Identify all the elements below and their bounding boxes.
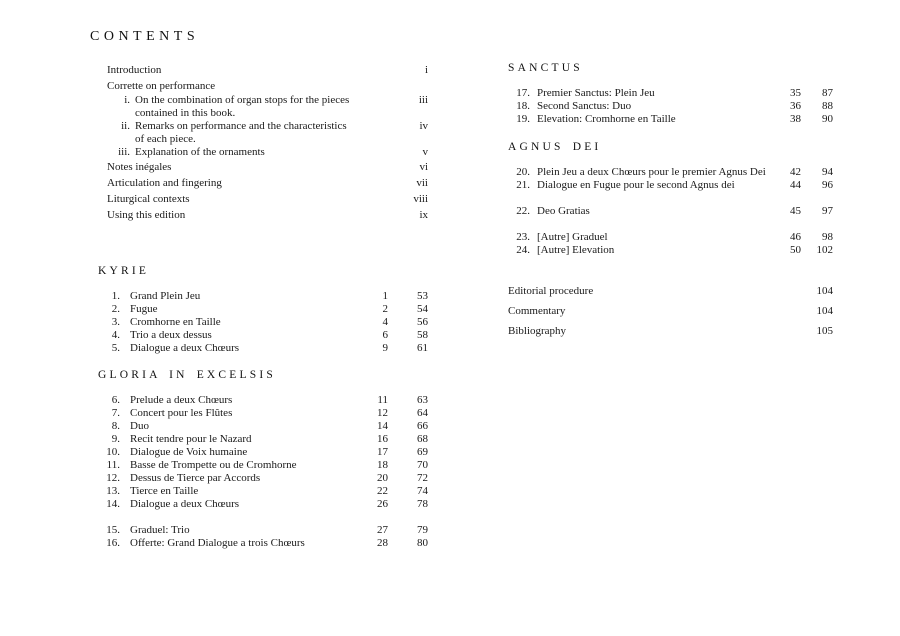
toc-subentry-label: Explanation of the ornaments xyxy=(135,146,265,158)
toc-entry-page: 66 xyxy=(417,420,428,432)
toc-entry-number: 16. xyxy=(106,537,120,549)
toc-entry-number: 4. xyxy=(111,329,120,341)
toc-entry xyxy=(508,113,833,126)
toc-entry-number: 24. xyxy=(516,244,530,256)
toc-entry-score-page: 16 xyxy=(377,433,388,445)
toc-entry-page: 78 xyxy=(417,498,428,510)
toc-entry xyxy=(98,459,428,472)
toc-entry-page: 104 xyxy=(816,285,833,297)
toc-entry-score-page: 42 xyxy=(790,166,801,178)
toc-entry-label: Liturgical contexts xyxy=(107,193,190,205)
gloria-items xyxy=(98,394,428,511)
toc-entry-number: 11. xyxy=(106,459,120,471)
toc-entry-articulation xyxy=(98,175,428,191)
toc-entry xyxy=(98,316,428,329)
toc-subentry xyxy=(98,146,428,159)
toc-subentry-label: On the combination of organ stops for the pieces contained in this book. xyxy=(135,94,350,119)
toc-entry-page: vii xyxy=(416,177,428,189)
toc-entry-score-page: 45 xyxy=(790,205,801,217)
toc-entry-page: vi xyxy=(419,161,428,173)
toc-entry xyxy=(98,472,428,485)
toc-entry-page: 72 xyxy=(417,472,428,484)
toc-entry-page: 94 xyxy=(822,166,833,178)
toc-entry-label: Articulation and fingering xyxy=(107,177,222,189)
toc-entry-title: Dessus de Tierce par Accords xyxy=(130,472,261,484)
toc-entry xyxy=(98,394,428,407)
toc-entry-title: Dialogue a deux Chœurs xyxy=(130,498,240,510)
toc-entry-page: 79 xyxy=(417,524,428,536)
toc-entry-notes-inegales xyxy=(98,159,428,175)
toc-subentry-page: iv xyxy=(419,120,428,132)
toc-entry-corrette xyxy=(98,78,428,94)
toc-entry xyxy=(508,244,833,257)
toc-entry-number: 15. xyxy=(106,524,120,536)
toc-entry-page: 61 xyxy=(417,342,428,354)
toc-entry-score-page: 2 xyxy=(382,303,388,315)
gloria-extra-items xyxy=(98,524,428,550)
toc-entry-introduction xyxy=(98,62,428,78)
toc-entry-score-page: 20 xyxy=(377,472,388,484)
toc-entry xyxy=(98,446,428,459)
section-heading-agnus-dei: AGNUS DEI xyxy=(508,141,602,153)
toc-entry-title: Grand Plein Jeu xyxy=(130,290,201,302)
toc-entry-title: Concert pour les Flûtes xyxy=(130,407,233,419)
toc-entry-title: Elevation: Cromhorne en Taille xyxy=(537,113,676,125)
toc-entry-score-page: 22 xyxy=(377,485,388,497)
toc-entry-score-page: 18 xyxy=(377,459,388,471)
toc-entry-number: 21. xyxy=(516,179,530,191)
toc-entry-label: Notes inégales xyxy=(107,161,172,173)
toc-entry-label: Commentary xyxy=(508,305,566,317)
right-column xyxy=(508,62,833,345)
kyrie-items xyxy=(98,290,428,355)
toc-entry-number: 12. xyxy=(106,472,120,484)
toc-entry-commentary xyxy=(508,305,833,318)
toc-entry-number: 2. xyxy=(111,303,120,315)
toc-entry-page: 102 xyxy=(816,244,833,256)
section-heading-kyrie: KYRIE xyxy=(98,265,150,277)
toc-entry-label: Editorial procedure xyxy=(508,285,594,297)
toc-entry-page: 53 xyxy=(417,290,428,302)
toc-entry xyxy=(508,179,833,192)
toc-entry xyxy=(98,498,428,511)
toc-entry-title: [Autre] Graduel xyxy=(537,231,608,243)
toc-entry-title: Premier Sanctus: Plein Jeu xyxy=(537,87,655,99)
toc-subentry xyxy=(98,120,428,146)
toc-entry-score-page: 27 xyxy=(377,524,388,536)
toc-entry-bibliography xyxy=(508,325,833,338)
page-title: CONTENTS xyxy=(90,29,200,44)
toc-entry-page: 64 xyxy=(417,407,428,419)
toc-entry-title: Recit tendre pour le Nazard xyxy=(130,433,252,445)
back-matter xyxy=(508,285,833,338)
toc-entry-page: 68 xyxy=(417,433,428,445)
toc-entry-title: Graduel: Trio xyxy=(130,524,190,536)
toc-entry-page: i xyxy=(424,64,428,76)
left-column xyxy=(98,62,428,550)
toc-entry-editorial-procedure xyxy=(508,285,833,298)
toc-entry-number: 7. xyxy=(111,407,120,419)
toc-entry-score-page: 12 xyxy=(377,407,388,419)
toc-entry-number: 23. xyxy=(516,231,530,243)
toc-entry xyxy=(508,166,833,179)
toc-entry-title: Basse de Trompette ou de Cromhorne xyxy=(130,459,297,471)
toc-entry-number: 5. xyxy=(111,342,120,354)
sanctus-items xyxy=(508,87,833,126)
toc-entry-number: 17. xyxy=(516,87,530,99)
toc-entry-page: 58 xyxy=(417,329,428,341)
toc-entry-title: Deo Gratias xyxy=(537,205,590,217)
toc-entry-title: Cromhorne en Taille xyxy=(130,316,221,328)
toc-entry-score-page: 38 xyxy=(790,113,801,125)
section-heading-sanctus: SANCTUS xyxy=(508,62,583,74)
toc-entry-number: 14. xyxy=(106,498,120,510)
toc-entry xyxy=(508,205,833,218)
toc-entry-label: Corrette on performance xyxy=(107,80,216,92)
toc-entry-title: Plein Jeu a deux Chœurs pour le premier Agnus Dei xyxy=(537,166,766,178)
section-heading-gloria: GLORIA IN EXCELSIS xyxy=(98,369,276,381)
toc-entry-page: 97 xyxy=(822,205,833,217)
agnus-items xyxy=(508,166,833,192)
toc-entry-label: Introduction xyxy=(107,64,162,76)
toc-subentry-marker: iii. xyxy=(118,146,130,158)
toc-entry-title: Offerte: Grand Dialogue a trois Chœurs xyxy=(130,537,305,549)
toc-entry-title: Dialogue en Fugue pour le second Agnus dei xyxy=(537,179,735,191)
toc-entry xyxy=(98,433,428,446)
toc-entry-page: 88 xyxy=(822,100,833,112)
toc-subentry-marker: i. xyxy=(124,94,130,106)
toc-entry-score-page: 50 xyxy=(790,244,801,256)
toc-entry-page: 56 xyxy=(417,316,428,328)
toc-entry-title: Duo xyxy=(130,420,149,432)
toc-entry xyxy=(98,303,428,316)
toc-entry-number: 18. xyxy=(516,100,530,112)
toc-entry-title: Dialogue de Voix humaine xyxy=(130,446,248,458)
toc-entry xyxy=(508,100,833,113)
toc-entry-page: 63 xyxy=(417,394,428,406)
toc-entry-number: 10. xyxy=(106,446,120,458)
toc-entry-page: viii xyxy=(413,193,428,205)
toc-entry-page: 54 xyxy=(417,303,428,315)
toc-entry-page: 80 xyxy=(417,537,428,549)
toc-entry-number: 8. xyxy=(111,420,120,432)
toc-entry-number: 13. xyxy=(106,485,120,497)
toc-entry-page: 69 xyxy=(417,446,428,458)
toc-entry xyxy=(98,485,428,498)
toc-subentry-page: iii xyxy=(418,94,428,106)
toc-entry-title: Tierce en Taille xyxy=(130,485,199,497)
toc-entry-score-page: 36 xyxy=(790,100,801,112)
toc-entry-title: Dialogue a deux Chœurs xyxy=(130,342,240,354)
toc-entry-number: 6. xyxy=(111,394,120,406)
toc-entry xyxy=(98,537,428,550)
toc-entry-number: 9. xyxy=(111,433,120,445)
toc-entry xyxy=(98,407,428,420)
toc-entry xyxy=(98,420,428,433)
toc-entry-title: Prelude a deux Chœurs xyxy=(130,394,233,406)
toc-entry xyxy=(98,342,428,355)
toc-entry-page xyxy=(388,78,428,94)
toc-entry xyxy=(98,524,428,537)
toc-entry-page: 105 xyxy=(816,325,833,337)
toc-subentry-marker: ii. xyxy=(121,120,130,132)
toc-entry-page: 70 xyxy=(417,459,428,471)
toc-entry-page: 90 xyxy=(822,113,833,125)
toc-entry-title: [Autre] Elevation xyxy=(537,244,615,256)
toc-entry-score-page: 44 xyxy=(790,179,801,191)
toc-entry-label: Using this edition xyxy=(107,209,186,221)
toc-entry-number: 1. xyxy=(111,290,120,302)
toc-entry-number: 3. xyxy=(111,316,120,328)
toc-entry-page: 74 xyxy=(417,485,428,497)
toc-entry-page: 87 xyxy=(822,87,833,99)
toc-entry xyxy=(98,329,428,342)
toc-entry-using-edition xyxy=(98,207,428,223)
toc-entry-title: Trio a deux dessus xyxy=(130,329,212,341)
toc-entry-number: 19. xyxy=(516,113,530,125)
toc-entry-score-page: 6 xyxy=(382,329,388,341)
toc-entry-label: Bibliography xyxy=(508,325,567,337)
toc-entry-title: Second Sanctus: Duo xyxy=(537,100,632,112)
toc-entry-score-page: 46 xyxy=(790,231,801,243)
toc-entry-page: 104 xyxy=(816,305,833,317)
toc-entry-page: 98 xyxy=(822,231,833,243)
toc-entry-score-page: 17 xyxy=(377,446,388,458)
toc-subentry-page: v xyxy=(422,146,428,158)
toc-entry-score-page: 4 xyxy=(382,316,388,328)
toc-entry-liturgical xyxy=(98,191,428,207)
toc-entry-number: 22. xyxy=(516,205,530,217)
toc-entry-page: ix xyxy=(419,209,428,221)
toc-entry-score-page: 28 xyxy=(377,537,388,549)
toc-entry-score-page: 26 xyxy=(377,498,388,510)
toc-entry xyxy=(98,290,428,303)
toc-entry-score-page: 9 xyxy=(382,342,388,354)
deo-gratias-item xyxy=(508,205,833,218)
toc-entry-score-page: 35 xyxy=(790,87,801,99)
toc-entry-page: 96 xyxy=(822,179,833,191)
toc-entry-score-page: 11 xyxy=(377,394,388,406)
toc-entry-title: Fugue xyxy=(130,303,158,315)
toc-subentry xyxy=(98,94,428,120)
toc-entry-score-page: 14 xyxy=(377,420,388,432)
toc-subentry-label: Remarks on performance and the characteristics of each piece. xyxy=(135,120,347,145)
toc-entry xyxy=(508,87,833,100)
toc-entry-score-page: 1 xyxy=(382,290,388,302)
autre-items xyxy=(508,231,833,257)
toc-entry xyxy=(508,231,833,244)
toc-entry-number: 20. xyxy=(516,166,530,178)
